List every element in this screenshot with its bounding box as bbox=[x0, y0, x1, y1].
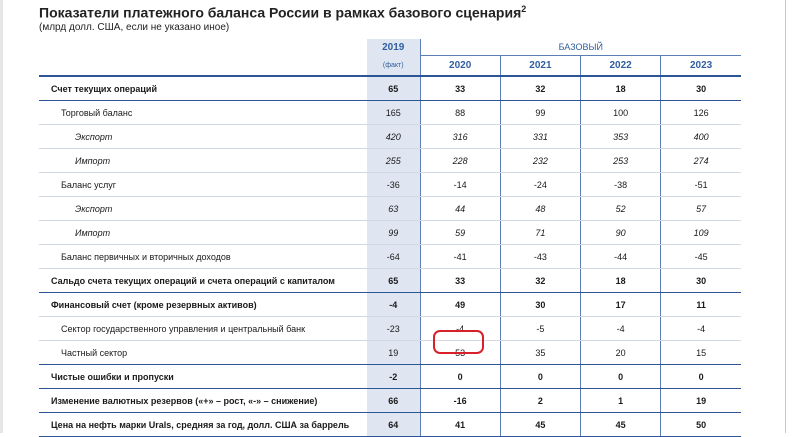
value-2023: 400 bbox=[661, 125, 741, 149]
row-label: Баланс первичных и вторичных доходов bbox=[39, 245, 367, 269]
value-2020: 316 bbox=[420, 125, 500, 149]
value-2022: 52 bbox=[581, 197, 661, 221]
value-2020: 59 bbox=[420, 221, 500, 245]
value-2019: -36 bbox=[367, 173, 420, 197]
header-blank bbox=[39, 39, 367, 56]
value-2023: 57 bbox=[661, 197, 741, 221]
header-year-2020: 2020 bbox=[420, 56, 500, 77]
value-2022: 253 bbox=[581, 149, 661, 173]
value-2023: -45 bbox=[661, 245, 741, 269]
header-year-2021: 2021 bbox=[500, 56, 580, 77]
value-2021: 0 bbox=[500, 365, 580, 389]
value-2020: -4 bbox=[420, 317, 500, 341]
value-2019: 66 bbox=[367, 389, 420, 413]
table-row bbox=[39, 125, 741, 149]
table-row bbox=[39, 76, 741, 101]
highlight-circle bbox=[433, 330, 484, 354]
value-2021: 32 bbox=[500, 76, 580, 101]
table-row bbox=[39, 149, 741, 173]
value-2022: 20 bbox=[581, 341, 661, 365]
header-year-2022: 2022 bbox=[581, 56, 661, 77]
value-2023: 11 bbox=[661, 293, 741, 317]
value-2021: 30 bbox=[500, 293, 580, 317]
title-text: Показатели платежного баланса России в рамках базового сценария bbox=[39, 4, 522, 21]
header-year-2023: 2023 bbox=[661, 56, 741, 77]
value-2021: 45 bbox=[500, 413, 580, 437]
value-2020: 228 bbox=[420, 149, 500, 173]
value-2023: 50 bbox=[661, 413, 741, 437]
value-2019: 65 bbox=[367, 76, 420, 101]
title-footnote: 2 bbox=[521, 4, 527, 14]
value-2019: -23 bbox=[367, 317, 420, 341]
value-2019: -64 bbox=[367, 245, 420, 269]
balance-table bbox=[39, 39, 741, 437]
value-2022: -38 bbox=[581, 173, 661, 197]
value-2020: -14 bbox=[420, 173, 500, 197]
value-2019: 255 bbox=[367, 149, 420, 173]
header-row-top bbox=[39, 39, 741, 56]
table-row bbox=[39, 317, 741, 341]
value-2022: -44 bbox=[581, 245, 661, 269]
page-right-border bbox=[785, 0, 786, 433]
row-label: Чистые ошибки и пропуски bbox=[39, 365, 367, 389]
value-2023: -51 bbox=[661, 173, 741, 197]
table-row bbox=[39, 197, 741, 221]
value-2020: 33 bbox=[420, 269, 500, 293]
value-2020: 33 bbox=[420, 76, 500, 101]
row-label: Частный сектор bbox=[39, 341, 367, 365]
row-label: Импорт bbox=[39, 149, 367, 173]
value-2023: 126 bbox=[661, 101, 741, 125]
table-row bbox=[39, 221, 741, 245]
value-2019: 165 bbox=[367, 101, 420, 125]
page-edge bbox=[0, 0, 3, 433]
value-2019: 64 bbox=[367, 413, 420, 437]
table-row bbox=[39, 365, 741, 389]
value-2021: -24 bbox=[500, 173, 580, 197]
value-2023: 19 bbox=[661, 389, 741, 413]
header-row-years bbox=[39, 56, 741, 77]
row-label: Цена на нефть марки Urals, средняя за год, долл. США за баррель bbox=[39, 413, 367, 437]
value-2021: 48 bbox=[500, 197, 580, 221]
value-2023: 274 bbox=[661, 149, 741, 173]
row-label: Финансовый счет (кроме резервных активов) bbox=[39, 293, 367, 317]
value-2022: 17 bbox=[581, 293, 661, 317]
row-label: Экспорт bbox=[39, 197, 367, 221]
table-row bbox=[39, 341, 741, 365]
value-2020: 44 bbox=[420, 197, 500, 221]
value-2019: 63 bbox=[367, 197, 420, 221]
value-2023: 0 bbox=[661, 365, 741, 389]
table-row bbox=[39, 389, 741, 413]
table-row bbox=[39, 245, 741, 269]
value-2020: 88 bbox=[420, 101, 500, 125]
value-2019: 65 bbox=[367, 269, 420, 293]
header-blank-2 bbox=[39, 56, 367, 77]
value-2022: 90 bbox=[581, 221, 661, 245]
value-2020: -16 bbox=[420, 389, 500, 413]
value-2022: 45 bbox=[581, 413, 661, 437]
row-label: Экспорт bbox=[39, 125, 367, 149]
value-2022: 18 bbox=[581, 269, 661, 293]
row-label: Торговый баланс bbox=[39, 101, 367, 125]
value-2021: 71 bbox=[500, 221, 580, 245]
row-label: Изменение валютных резервов («+» – рост, «-» – снижение) bbox=[39, 389, 367, 413]
value-2021: 2 bbox=[500, 389, 580, 413]
value-2022: 353 bbox=[581, 125, 661, 149]
value-2021: 99 bbox=[500, 101, 580, 125]
value-2023: 15 bbox=[661, 341, 741, 365]
value-2021: -5 bbox=[500, 317, 580, 341]
value-2020: 49 bbox=[420, 293, 500, 317]
row-label: Баланс услуг bbox=[39, 173, 367, 197]
value-2022: 1 bbox=[581, 389, 661, 413]
value-2021: 232 bbox=[500, 149, 580, 173]
header-fact-label: (факт) bbox=[367, 56, 420, 77]
table-row bbox=[39, 269, 741, 293]
row-label: Сальдо счета текущих операций и счета операций с капиталом bbox=[39, 269, 367, 293]
row-label: Импорт bbox=[39, 221, 367, 245]
value-2021: 35 bbox=[500, 341, 580, 365]
value-2021: -43 bbox=[500, 245, 580, 269]
header-scenario-label: БАЗОВЫЙ bbox=[420, 39, 741, 56]
value-2019: -4 bbox=[367, 293, 420, 317]
value-2022: 0 bbox=[581, 365, 661, 389]
value-2022: 100 bbox=[581, 101, 661, 125]
value-2020: -41 bbox=[420, 245, 500, 269]
value-2020: 41 bbox=[420, 413, 500, 437]
value-2020: 0 bbox=[420, 365, 500, 389]
value-2023: 30 bbox=[661, 269, 741, 293]
table-title bbox=[39, 4, 526, 21]
value-2021: 32 bbox=[500, 269, 580, 293]
value-2019: 19 bbox=[367, 341, 420, 365]
value-2019: 420 bbox=[367, 125, 420, 149]
value-2021: 331 bbox=[500, 125, 580, 149]
value-2023: 30 bbox=[661, 76, 741, 101]
value-2023: -4 bbox=[661, 317, 741, 341]
value-2022: -4 bbox=[581, 317, 661, 341]
row-label: Счет текущих операций bbox=[39, 76, 367, 101]
value-2020-highlighted: 53 bbox=[420, 341, 500, 365]
header-fact-year: 2019 bbox=[367, 39, 420, 56]
table-row bbox=[39, 101, 741, 125]
table-row bbox=[39, 173, 741, 197]
table-subtitle: (млрд долл. США, если не указано иное) bbox=[39, 22, 230, 33]
value-2019: -2 bbox=[367, 365, 420, 389]
table-row bbox=[39, 293, 741, 317]
row-label: Сектор государственного управления и центральный банк bbox=[39, 317, 367, 341]
value-2019: 99 bbox=[367, 221, 420, 245]
value-2022: 18 bbox=[581, 76, 661, 101]
value-2023: 109 bbox=[661, 221, 741, 245]
